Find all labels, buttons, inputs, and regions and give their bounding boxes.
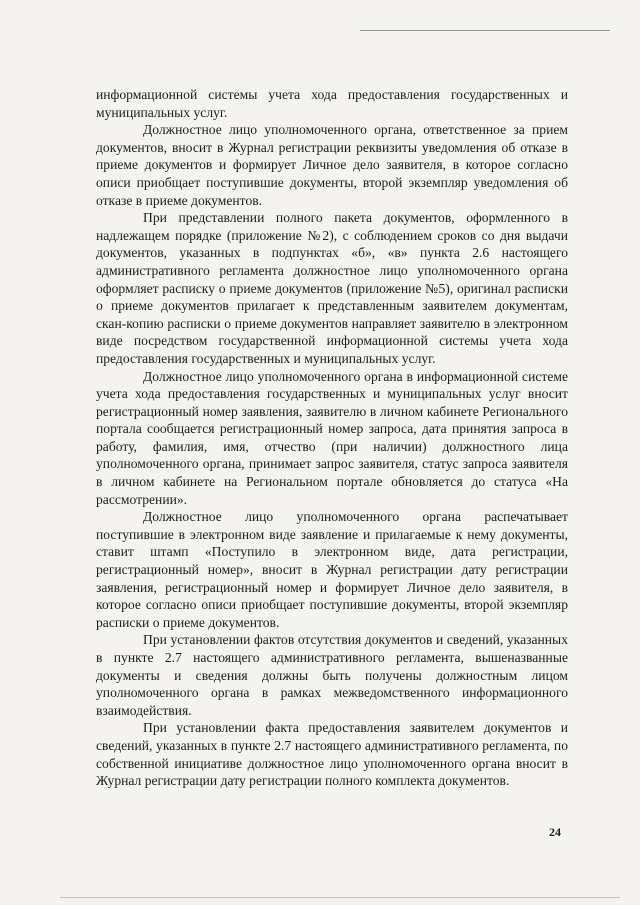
paragraph-5: Должностное лицо уполномоченного органа распечатывает поступившие в электронном виде заявление и прилагаемые к нему документы, ставит штамп «Поступило в электронном виде, дата регистрации, регистрационный номер», вносит в Журнал регистрации дату регистрации заявления, регистрационный номер и формирует Личное дело заявителя, в которое согласно описи приобщает поступившие документы, второй экземпляр расписки о приеме документов. [96,509,568,630]
page-number: 24 [549,825,561,839]
document-body [96,86,568,790]
scan-artifact-top [360,30,610,31]
paragraph-1: информационной системы учета хода предоставления государственных и муниципальных услуг. [96,87,568,120]
paragraph-6: При установлении фактов отсутствия документов и сведений, указанных в пункте 2.7 настоящего административного регламента, вышеназванные документы и сведения должны быть получены должностным лицом уполномоченного органа в рамках межведомственного информационного взаимодействия. [96,632,568,718]
paragraph-7: При установлении факта предоставления заявителем документов и сведений, указанных в пункте 2.7 настоящего административного регламента, по собственной инициативе должностное лицо уполномоченного органа вносит в Журнал регистрации дату регистрации полного комплекта документов. [96,720,568,789]
paragraph-2: Должностное лицо уполномоченного органа, ответственное за прием документов, вносит в Журнал регистрации реквизиты уведомления об отказе в приеме документов и формирует Личное дело заявителя, в которое согласно описи приобщает поступившие документы, второй экземпляр уведомления об отказе в приеме документов. [96,122,568,208]
scan-artifact-bottom [60,897,620,898]
paragraph-3: При представлении полного пакета документов, оформленного в надлежащем порядке (приложение №2), с соблюдением сроков со дня выдачи документов, указанных в подпунктах «б», «в» пункта 2.6 настоящего административного регламента должностное лицо уполномоченного органа оформляет расписку о приеме документов (приложение №5), оригинал расписки о приеме документов прилагает к представленным заявителем документам, скан-копию расписки о приеме документов направляет заявителю в электронном виде посредством государственной информационной системы учета хода предоставления государственных и муниципальных услуг. [96,210,568,366]
paragraph-4: Должностное лицо уполномоченного органа в информационной системе учета хода предоставления государственных и муниципальных услуг вносит регистрационный номер заявления, заявителю в личном кабинете Регионального портала сообщается регистрационный номер запроса, дата принятия запроса в работу, фамилия, имя, отчество (при наличии) должностного лица уполномоченного органа, принимает запрос заявителя, статус запроса заявителя в личном кабинете на Региональном портале обновляется до статуса «На рассмотрении». [96,368,568,507]
